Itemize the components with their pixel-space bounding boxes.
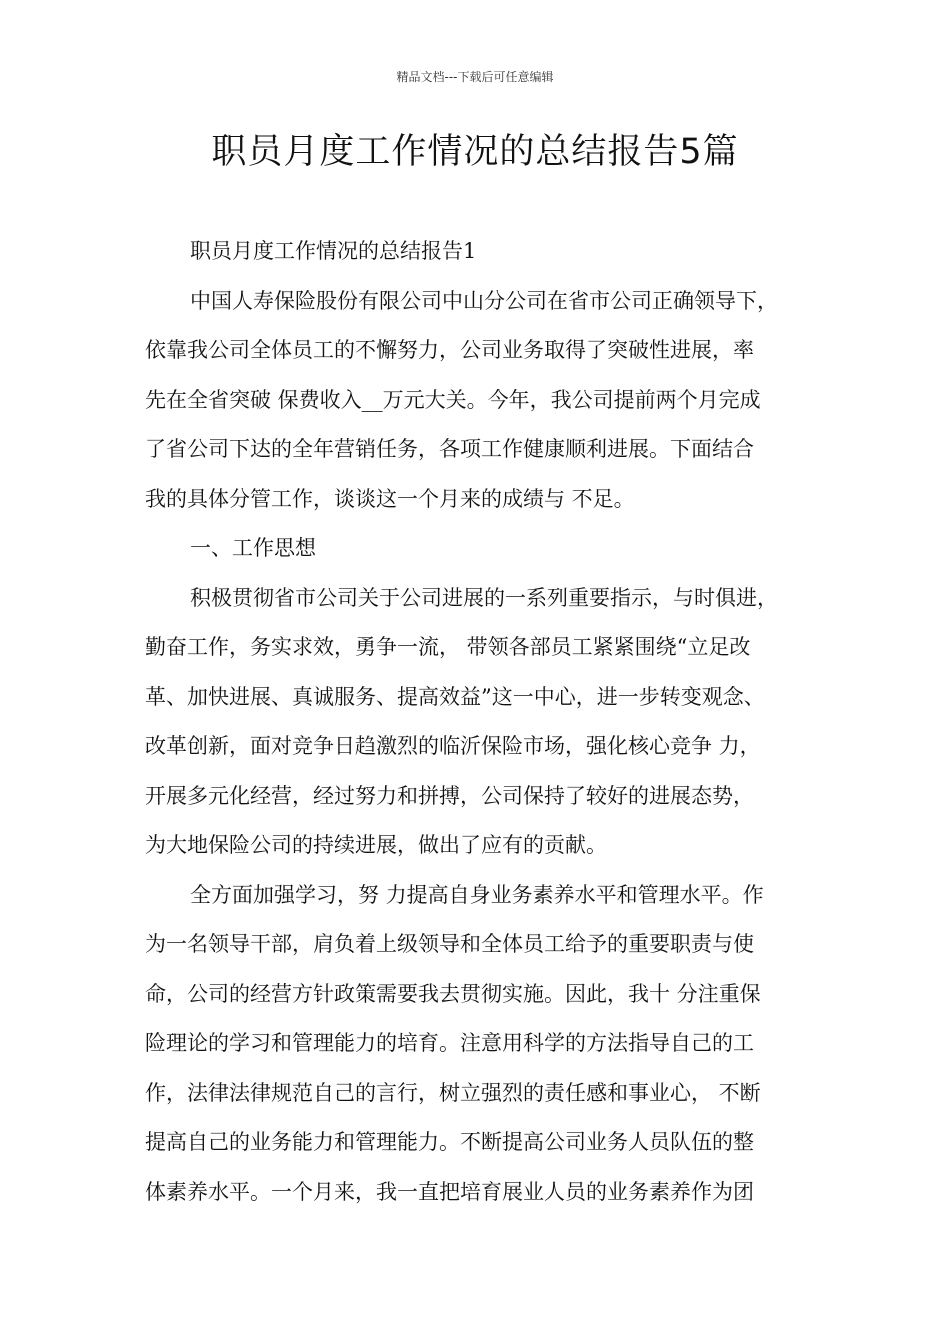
text-line: 开展多元化经营，经过努力和拼搏，公司保持了较好的进展态势，	[145, 783, 754, 808]
text-line: 一、工作思想	[190, 536, 316, 560]
text-line: 革、加快进展、真诚服务、提高效益”这一中心，进一步转变观念、	[145, 684, 765, 709]
text-line: 体素养水平。一个月来，我一直把培育展业人员的业务素养作为团	[145, 1179, 754, 1204]
text-line: 中国人寿保险股份有限公司中山分公司在省市公司正确领导下，	[190, 288, 778, 313]
text-line: 为大地保险公司的持续进展，做出了应有的贡献。	[145, 833, 607, 857]
document-body	[145, 227, 825, 1217]
text-line: 全方面加强学习，努 力提高自身业务素养水平和管理水平。作	[190, 882, 764, 907]
text-line: 改革创新，面对竞争日趋激烈的临沂保险市场，强化核心竞争 力，	[145, 734, 761, 758]
document-title: 职员月度工作情况的总结报告5篇	[211, 132, 739, 172]
text-line: 提高自己的业务能力和管理能力。不断提高公司业务人员队伍的整	[145, 1130, 754, 1154]
paragraph-work-thinking	[145, 574, 825, 871]
text-line: 了省公司下达的全年营销任务，各项工作健康顺利进展。下面结合	[145, 437, 754, 461]
text-line: 作，法律法律规范自己的言行，树立强烈的责任感和事业心， 不断	[145, 1080, 761, 1105]
paragraph-intro	[145, 277, 825, 525]
text-line: 积极贯彻省市公司关于公司进展的一系列重要指示，与时俱进，	[190, 585, 778, 610]
text-line: 我的具体分管工作，谈谈这一个月来的成绩与 不足。	[145, 486, 635, 511]
text-line: 命，公司的经营方针政策需要我去贯彻实施。因此，我十 分注重保	[145, 981, 761, 1006]
text-line: 险理论的学习和管理能力的培育。注意用科学的方法指导自己的工	[145, 1031, 754, 1055]
paragraph-study	[145, 871, 825, 1218]
section-heading-work-thinking	[145, 524, 825, 574]
text-line: 依靠我公司全体员工的不懈努力，公司业务取得了突破性进展，率	[145, 338, 754, 362]
text-line: 勤奋工作，务实求效，勇争一流， 带领各部员工紧紧围绕“立足改	[145, 635, 751, 659]
section-heading-report-1	[145, 227, 825, 277]
text-line: 先在全省突破 保费收入__万元大关。今年，我公司提前两个月完成	[145, 387, 761, 412]
text-line: 为一名领导干部，肩负着上级领导和全体员工给予的重要职责与使	[145, 932, 754, 956]
header-note: 精品文档---下载后可任意编辑	[396, 70, 554, 84]
text-line: 职员月度工作情况的总结报告1	[190, 239, 477, 263]
